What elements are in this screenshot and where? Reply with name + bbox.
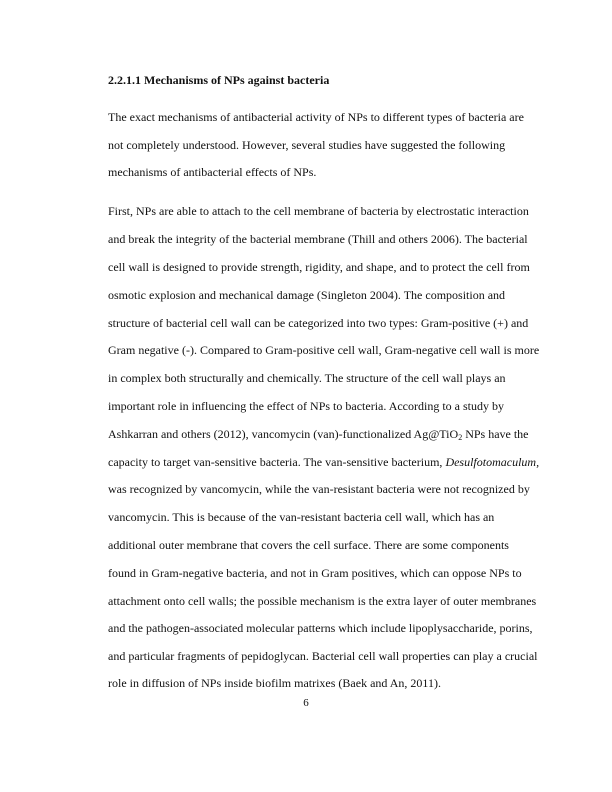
text-line: found in Gram-negative bacteria, and not in Gram positives, which can oppose NPs to — [108, 566, 522, 580]
text-line: Gram negative (-). Compared to Gram-positive cell wall, Gram-negative cell wall is more — [108, 343, 540, 357]
text-span: capacity to target van-sensitive bacteria. The van-sensitive bacterium, — [108, 455, 446, 469]
text-line: attachment onto cell walls; the possible mechanism is the extra layer of outer membranes — [108, 594, 537, 608]
text-line: and break the integrity of the bacterial membrane (Thill and others 2006). The bacterial — [108, 232, 528, 246]
text-line: and the pathogen-associated molecular patterns which include lipoplysaccharide, porins, — [108, 621, 533, 635]
text-span: NPs have the — [462, 427, 529, 441]
subscript: 2 — [458, 433, 463, 442]
text-line: additional outer membrane that covers the cell surface. There are some components — [108, 538, 509, 552]
text-line: osmotic explosion and mechanical damage (Singleton 2004). The composition and — [108, 288, 506, 302]
text-line: First, NPs are able to attach to the cell membrane of bacteria by electrostatic interaction — [108, 204, 529, 218]
text-span: Ashkarran and others (2012), vancomycin (van)-functionalized Ag@TiO — [108, 427, 459, 441]
italic-term: Desulfotomaculum, — [445, 455, 540, 469]
text-line: was recognized by vancomycin, while the van-resistant bacteria were not recognized by — [108, 482, 530, 496]
text-line: important role in influencing the effect of NPs to bacteria. According to a study by — [108, 399, 505, 413]
text-line: in complex both structurally and chemically. The structure of the cell wall plays an — [108, 371, 506, 385]
text-line — [108, 427, 529, 441]
text-line: not completely understood. However, several studies have suggested the following — [108, 138, 506, 152]
section-heading: 2.2.1.1 Mechanisms of NPs against bacteria — [108, 73, 330, 87]
page-number: 6 — [303, 697, 309, 709]
text-line: structure of bacterial cell wall can be categorized into two types: Gram-positive (+) and — [108, 316, 529, 330]
text-line: The exact mechanisms of antibacterial activity of NPs to different types of bacteria are — [108, 110, 524, 124]
text-line: role in diffusion of NPs inside biofilm matrixes (Baek and An, 2011). — [108, 676, 441, 690]
text-line: cell wall is designed to provide strength, rigidity, and shape, and to protect the cell from — [108, 260, 530, 274]
text-line: mechanisms of antibacterial effects of NPs. — [108, 165, 317, 179]
text-line: and particular fragments of pepidoglycan. Bacterial cell wall properties can play a crucial — [108, 649, 538, 663]
text-line: vancomycin. This is because of the van-resistant bacteria cell wall, which has an — [108, 510, 495, 524]
text-line — [108, 455, 539, 469]
